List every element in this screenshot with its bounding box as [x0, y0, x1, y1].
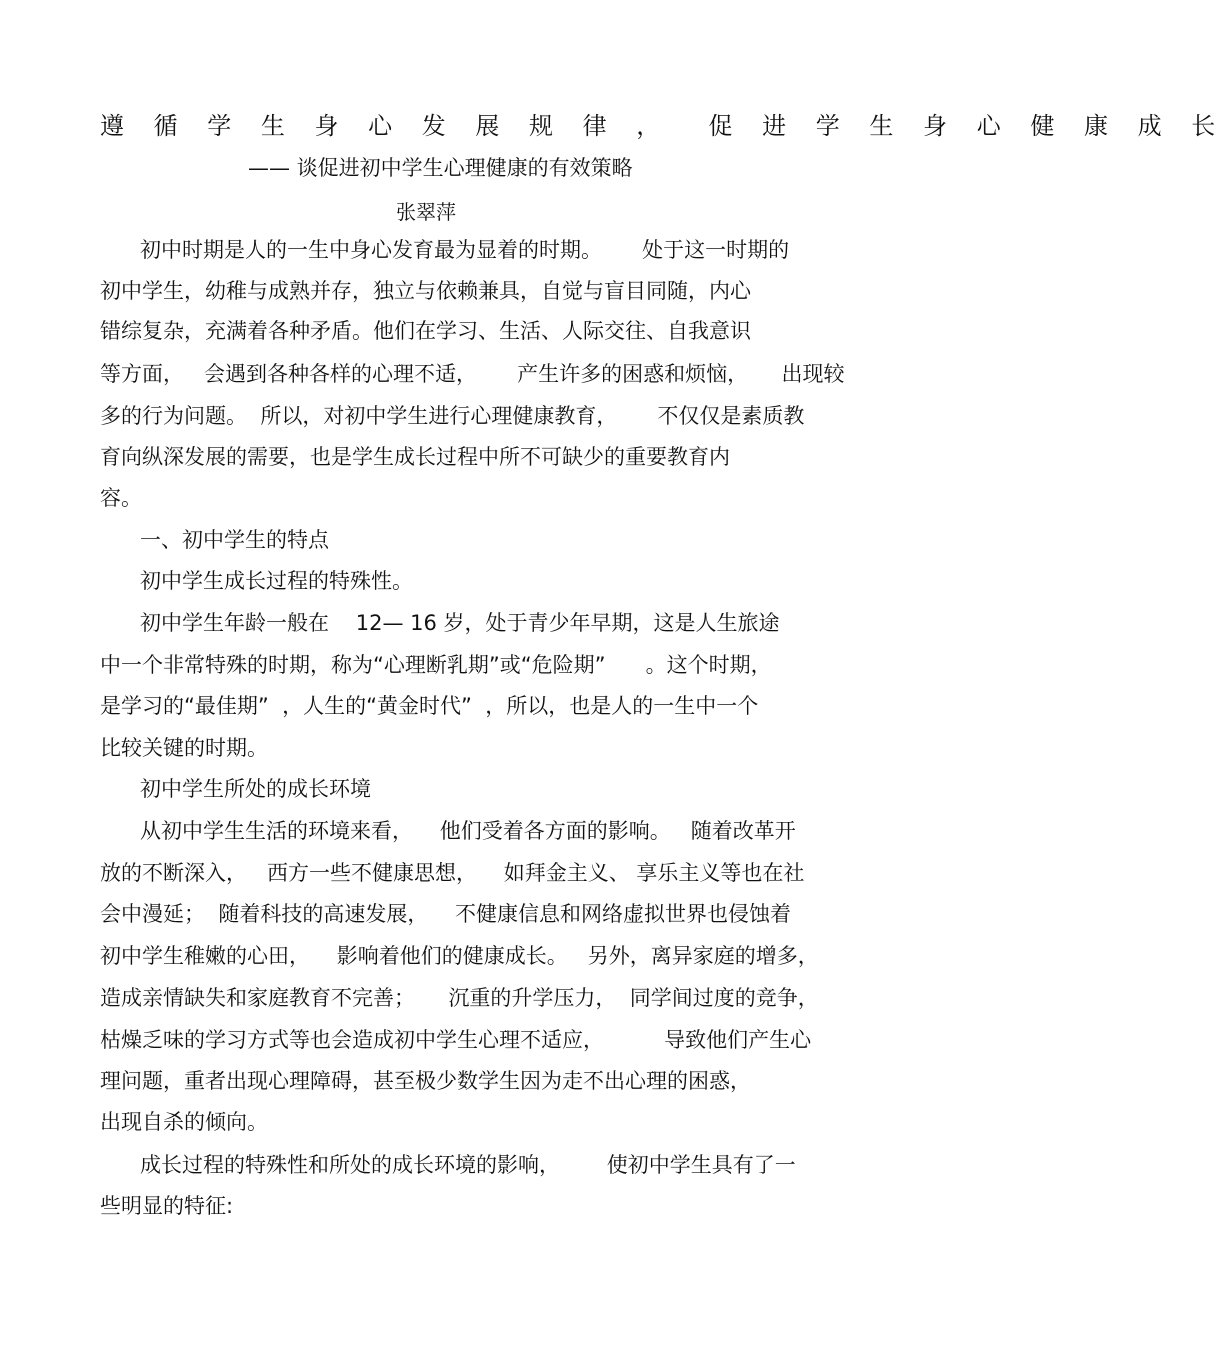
body-line: 成长过程的特殊性和所处的成长环境的影响， 使初中学生具有了一	[100, 1153, 796, 1177]
body-line: 比较关键的时期。	[100, 736, 268, 760]
body-line: 理问题，重者出现心理障碍，甚至极少数学生因为走不出心理的困惑，	[100, 1069, 751, 1093]
body-line: 等方面， 会遇到各种各样的心理不适， 产生许多的困惑和烦恼， 出现较	[100, 362, 845, 386]
body-line: 些明显的特征:	[100, 1194, 234, 1218]
body-line: 放的不断深入， 西方一些不健康思想， 如拜金主义、 享乐主义等也在社	[100, 861, 805, 885]
document-author: 张翠萍	[396, 200, 456, 224]
subheading: 初中学生所处的成长环境	[100, 777, 372, 801]
body-line: 多的行为问题。 所以，对初中学生进行心理健康教育， 不仅仅是素质教	[100, 404, 805, 428]
body-line: 容。	[100, 486, 142, 510]
body-line: 初中学生年龄一般在 12— 16 岁，处于青少年早期，这是人生旅途	[100, 611, 780, 635]
body-line: 是学习的“最佳期” ，人生的“黄金时代” ，所以，也是人的一生中一个	[100, 694, 759, 718]
body-line: 错综复杂，充满着各种矛盾。他们在学习、生活、人际交往、自我意识	[100, 319, 751, 343]
body-line: 初中学生，幼稚与成熟并存，独立与依赖兼具，自觉与盲目同随，内心	[100, 279, 751, 303]
document-title: 遵 循 学 生 身 心 发 展 规 律 ， 促 进 学 生 身 心 健 康 成 长	[100, 112, 1226, 140]
body-line: 会中漫延； 随着科技的高速发展， 不健康信息和网络虚拟世界也侵蚀着	[100, 902, 792, 926]
section-heading: 一、初中学生的特点	[100, 528, 330, 552]
body-line: 中一个非常特殊的时期，称为“心理断乳期”或“危险期” 。这个时期，	[100, 653, 772, 677]
subheading: 初中学生成长过程的特殊性。	[100, 569, 414, 593]
body-line: 育向纵深发展的需要，也是学生成长过程中所不可缺少的重要教育内	[100, 445, 730, 469]
body-line: 从初中学生生活的环境来看， 他们受着各方面的影响。 随着改革开	[100, 819, 796, 843]
body-line: 初中学生稚嫩的心田， 影响着他们的健康成长。 另外，离异家庭的增多，	[100, 944, 819, 968]
document-subtitle: —— 谈促进初中学生心理健康的有效策略	[248, 156, 633, 180]
body-line: 出现自杀的倾向。	[100, 1110, 268, 1134]
body-line: 初中时期是人的一生中身心发育最为显着的时期。 处于这一时期的	[100, 238, 790, 262]
body-line: 枯燥乏味的学习方式等也会造成初中学生心理不适应， 导致他们产生心	[100, 1028, 812, 1052]
body-line: 造成亲情缺失和家庭教育不完善； 沉重的升学压力， 同学间过度的竞争，	[100, 986, 819, 1010]
